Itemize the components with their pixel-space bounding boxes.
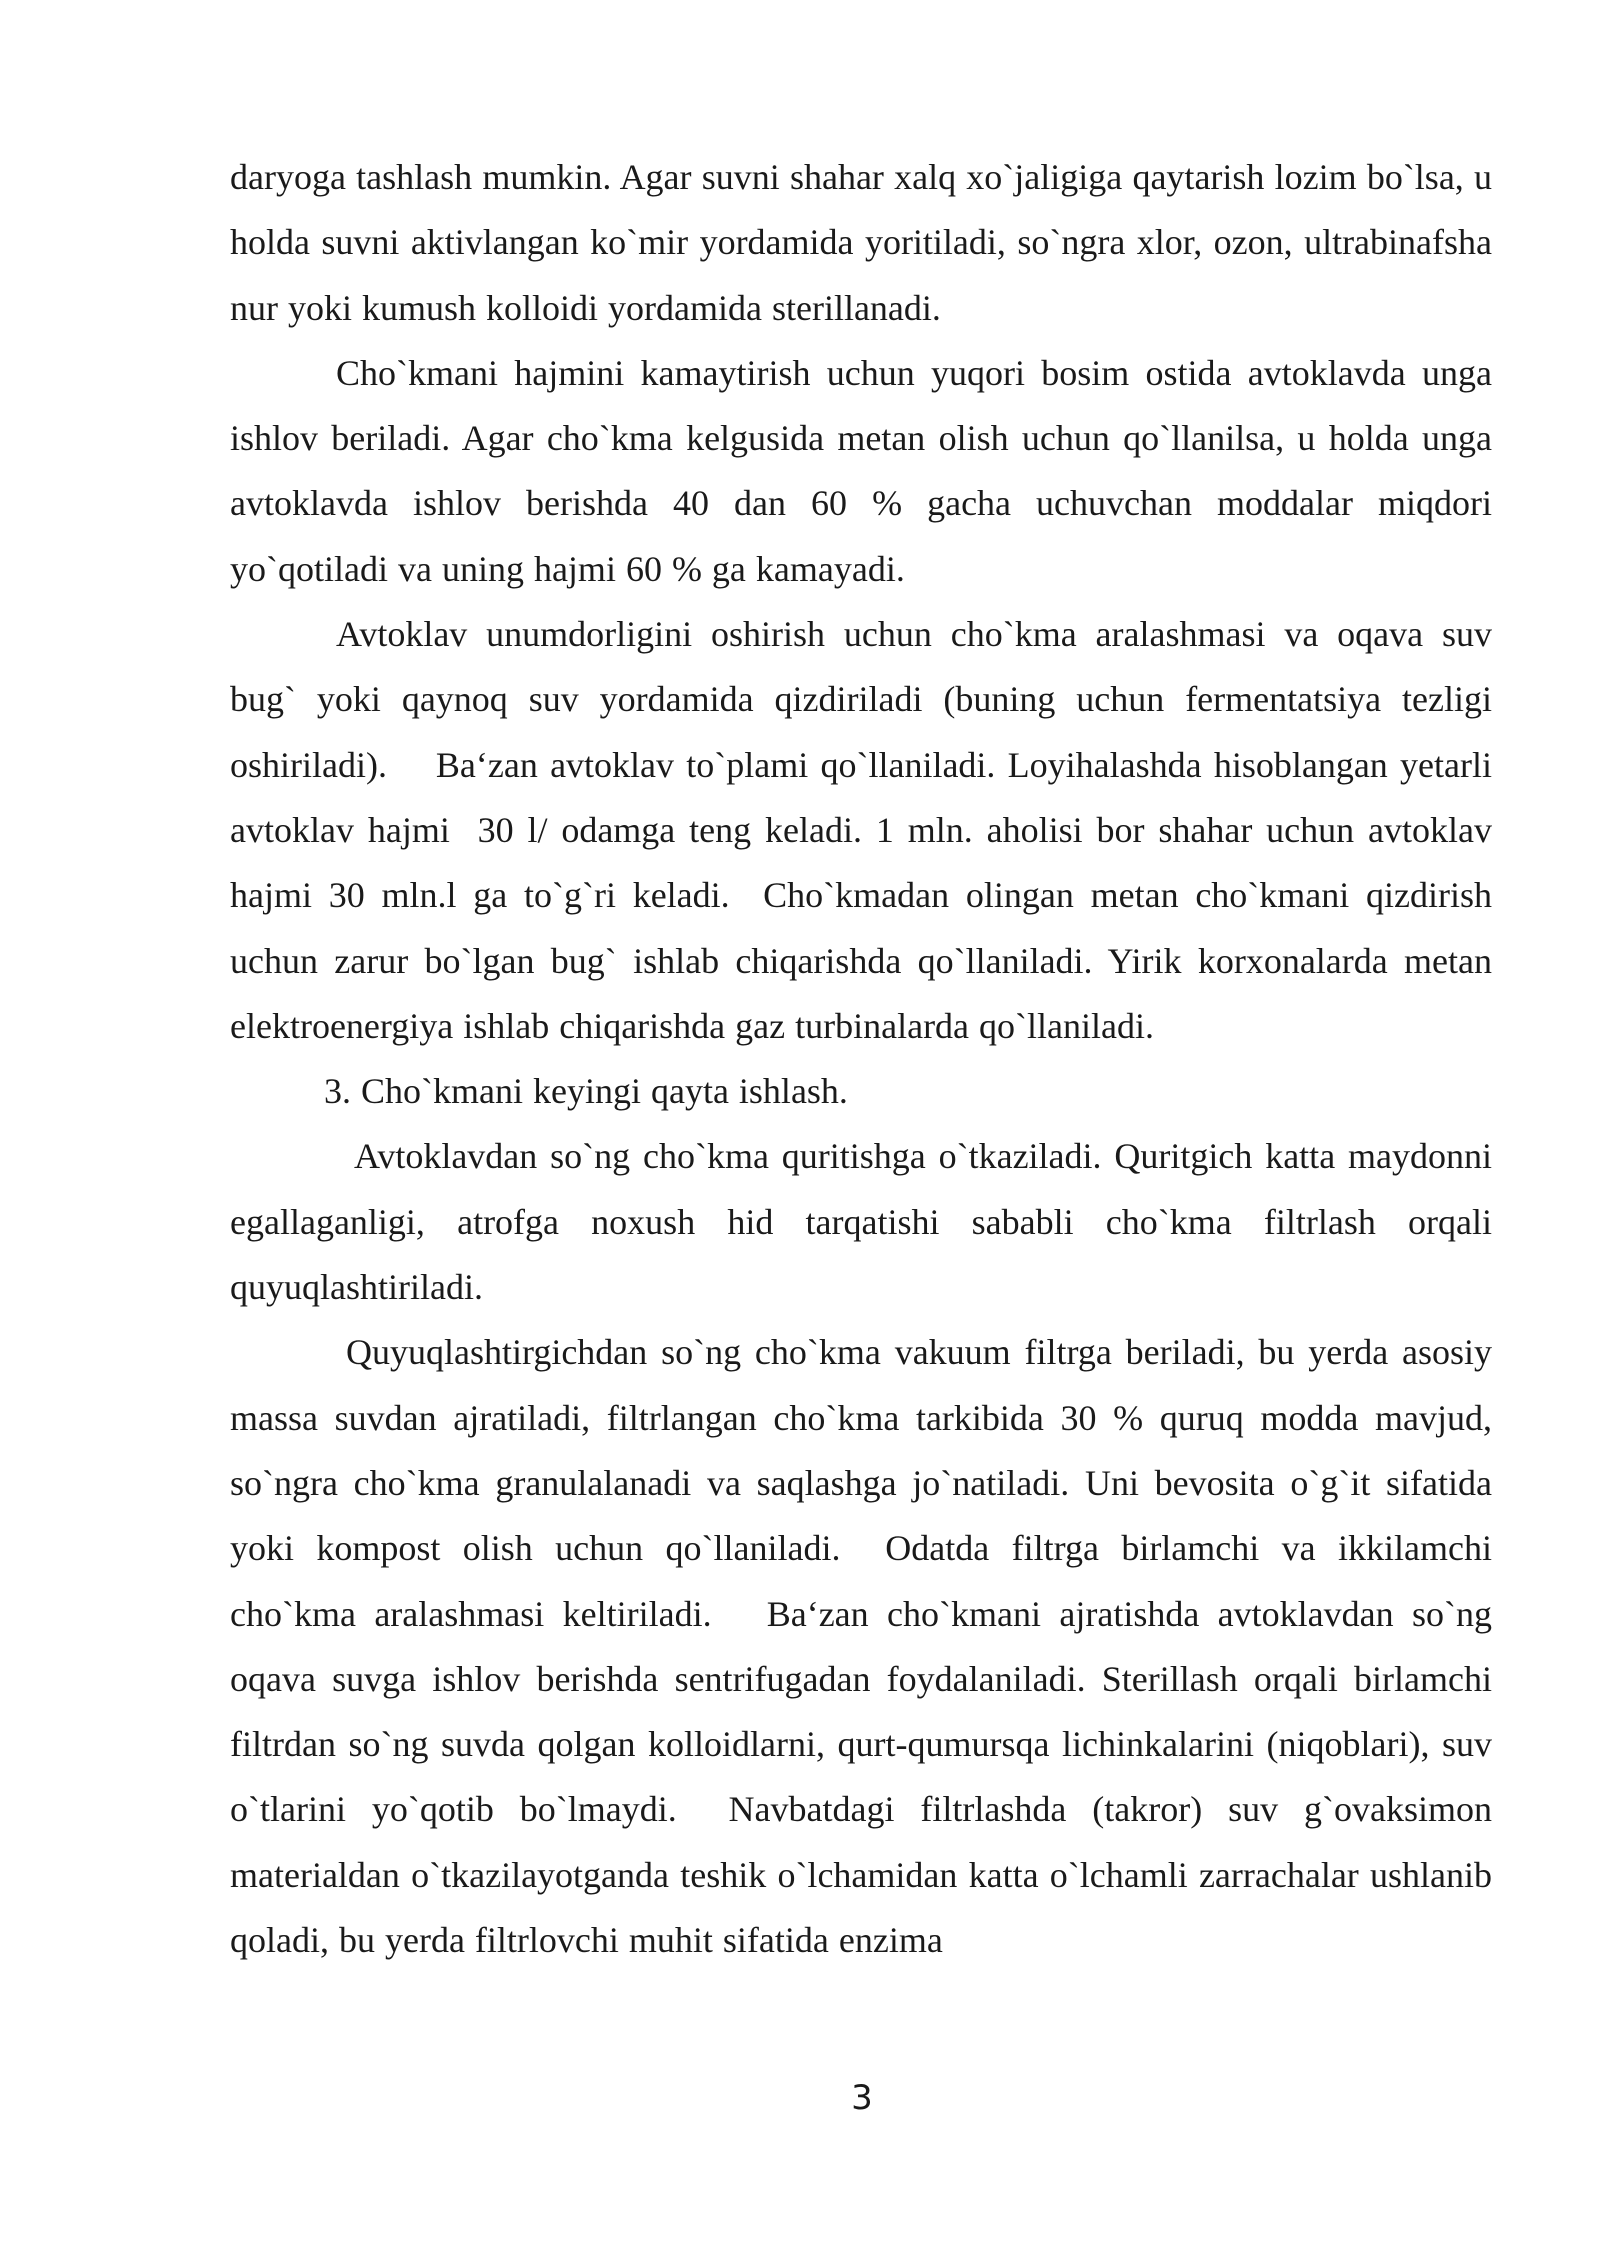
page-body	[230, 145, 1492, 1973]
paragraph-drying: Avtoklavdan so`ng cho`kma quritishga o`tkaziladi. Quritgich katta maydonni egallaganligi, atrofga noxush hid tarqatishi sababli cho`kma filtrlash orqali quyuqlashtiriladi.	[230, 1136, 1492, 1308]
paragraph-vacuum-filter: Quyuqlashtirgichdan so`ng cho`kma vakuum filtrga beriladi, bu yerda asosiy massa suvdan ajratiladi, filtrlangan cho`kma tarkibida 30 % quruq modda mavjud, so`ngra cho`kma granulalanadi va saqlashga jo`natiladi. Uni bevosita o`g`it sifatida yoki kompost olish uchun qo`llaniladi. Odatda filtrga birlamchi va ikkilamchi cho`kma aralashmasi keltiriladi. Ba‘zan cho`kmani ajratishda avtoklavdan so`ng oqava suvga ishlov berishda sentrifugadan foydalaniladi. Sterillash orqali birlamchi filtrdan so`ng suvda qolgan kolloidlarni, qurt-qumursqa lichinkalarini (niqoblari), suv o`tlarini yo`qotib bo`lmaydi. Navbatdagi filtrlashda (takror) suv g`ovaksimon materialdan o`tkazilayotganda teshik o`lchamidan katta o`lchamli zarrachalar ushlanib qoladi, bu yerda filtrlovchi muhit sifatida enzima	[230, 1332, 1492, 1961]
page-number: 3	[851, 2078, 873, 2118]
section-heading: 3. Cho`kmani keyingi qayta ishlash.	[324, 1071, 848, 1112]
paragraph-autoclave: Avtoklav unumdorligini oshirish uchun cho`kma aralashmasi va oqava suv bug` yoki qaynoq suv yordamida qizdiriladi (buning uchun fermentatsiya tezligi oshiriladi). Ba‘zan avtoklav to`plami qo`llaniladi. Loyihalashda hisoblangan yetarli avtoklav hajmi 30 l/ odamga teng keladi. 1 mln. aholisi bor shahar uchun avtoklav hajmi 30 mln.l ga to`g`ri keladi. Cho`kmadan olingan metan cho`kmani qizdirish uchun zarur bo`lgan bug` ishlab chiqarishda qo`llaniladi. Yirik korxonalarda metan elektroenergiya ishlab chiqarishda gaz turbinalarda qo`llaniladi.	[230, 614, 1492, 1046]
paragraph-sludge-volume: Cho`kmani hajmini kamaytirish uchun yuqori bosim ostida avtoklavda unga ishlov beriladi. Agar cho`kma kelgusida metan olish uchun qo`llanilsa, u holda unga avtoklavda ishlov berishda 40 dan 60 % gacha uchuvchan moddalar miqdori yo`qotiladi va uning hajmi 60 % ga kamayadi.	[230, 352, 1492, 589]
paragraph-intro: daryoga tashlash mumkin. Agar suvni shahar xalq xo`jaligiga qaytarish lozim bo`lsa, u holda suvni aktivlangan ko`mir yordamida yoritiladi, so`ngra xlor, ozon, ultrabinafsha nur yoki kumush kolloidi yordamida sterillanadi.	[230, 157, 1492, 328]
